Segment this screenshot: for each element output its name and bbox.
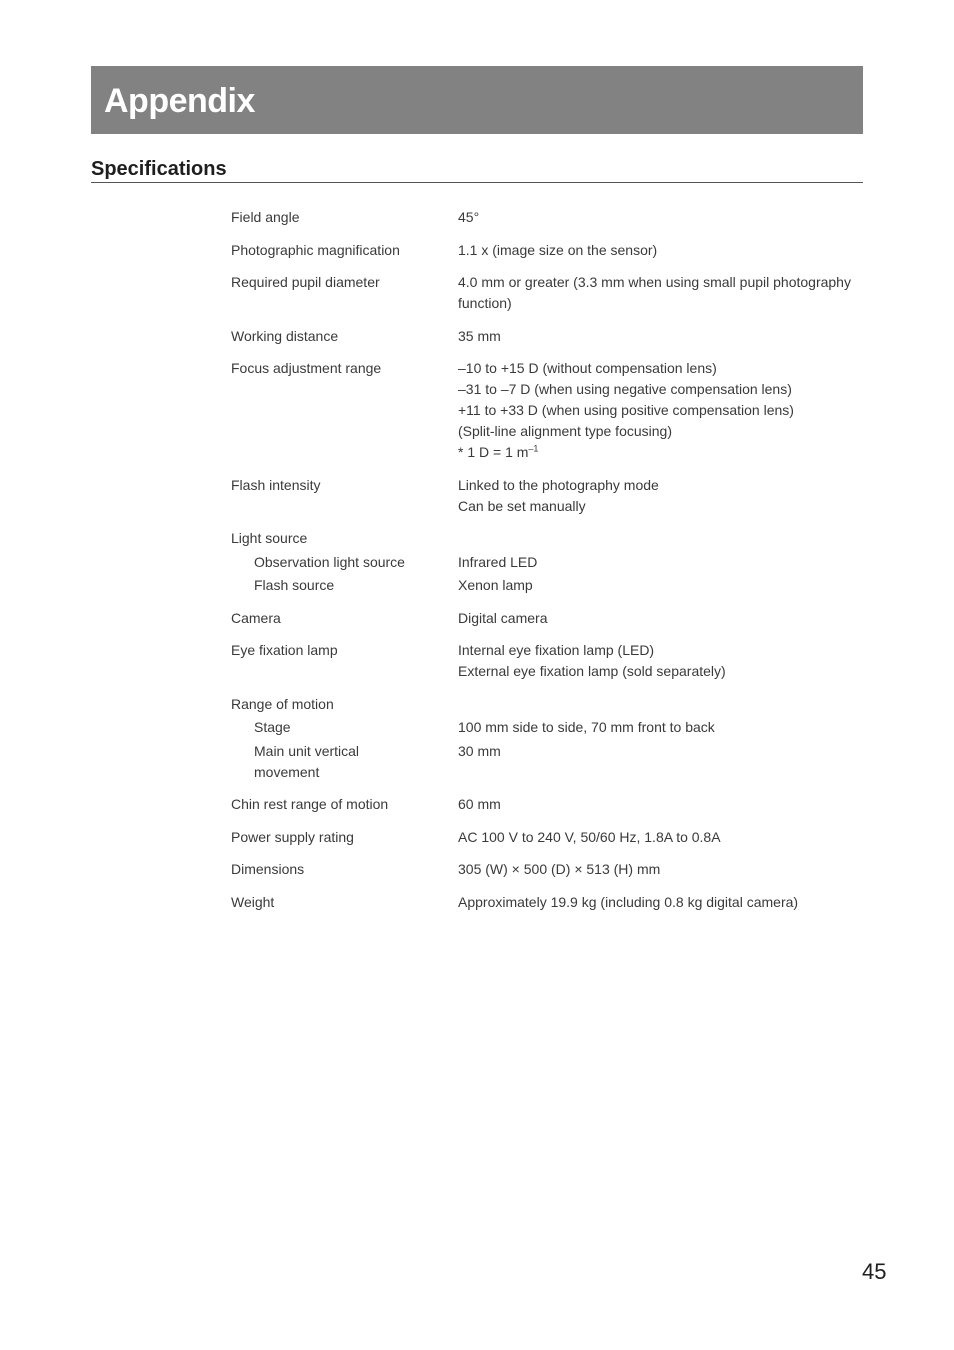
spec-value: 45° bbox=[458, 209, 480, 225]
spec-sublabel-line: movement bbox=[254, 763, 320, 780]
spec-row-flash-intensity bbox=[231, 475, 871, 517]
spec-sublabel: Observation light source bbox=[254, 553, 405, 570]
spec-row-pupil-diameter bbox=[231, 272, 871, 314]
page-number: 45 bbox=[862, 1259, 887, 1284]
spec-value bbox=[458, 475, 871, 517]
spec-row-magnification bbox=[231, 240, 871, 261]
appendix-header-bar bbox=[91, 66, 863, 134]
spec-value: AC 100 V to 240 V, 50/60 Hz, 1.8A to 0.8A bbox=[458, 828, 721, 845]
spec-label: Chin rest range of motion bbox=[231, 796, 389, 812]
spec-value: Infrared LED bbox=[458, 553, 538, 570]
spec-label: Light source bbox=[231, 530, 308, 546]
spec-value: 1.1 x (image size on the sensor) bbox=[458, 241, 658, 258]
spec-value: Digital camera bbox=[458, 609, 548, 626]
diopter-note: * 1 D = 1 m bbox=[458, 444, 529, 460]
specifications-table bbox=[231, 207, 871, 924]
spec-row-field-angle bbox=[231, 207, 871, 228]
spec-label: Flash intensity bbox=[231, 476, 321, 493]
spec-value-line: (Split-line alignment type focusing) bbox=[458, 423, 672, 439]
spec-row-weight bbox=[231, 892, 871, 913]
spec-subrow-stage bbox=[231, 717, 871, 738]
spec-sublabel-line: Main unit vertical bbox=[254, 742, 360, 759]
page-title: Appendix bbox=[104, 82, 255, 120]
spec-value bbox=[458, 272, 871, 314]
section-heading: Specifications bbox=[91, 158, 227, 180]
spec-subrow-vertical-movement bbox=[231, 741, 871, 783]
spec-value-line: function) bbox=[458, 295, 512, 311]
spec-sublabel: Stage bbox=[254, 719, 291, 735]
spec-value: 30 mm bbox=[458, 742, 501, 759]
spec-group-range-of-motion bbox=[231, 694, 871, 783]
spec-row-fixation-lamp bbox=[231, 640, 871, 682]
spec-label: Focus adjustment range bbox=[231, 360, 382, 376]
spec-value-line: 4.0 mm or greater (3.3 mm when using small pupil photography bbox=[458, 274, 851, 290]
spec-value-line: Internal eye fixation lamp (LED) bbox=[458, 642, 655, 658]
spec-value: Xenon lamp bbox=[458, 577, 533, 593]
spec-value: Approximately 19.9 kg (including 0.8 kg digital camera) bbox=[458, 893, 799, 910]
spec-subrow-observation-light bbox=[231, 552, 871, 573]
spec-label: Required pupil diameter bbox=[231, 274, 380, 290]
spec-row-power-supply bbox=[231, 827, 871, 848]
spec-value bbox=[458, 640, 871, 682]
spec-subrow-flash-source bbox=[231, 575, 871, 596]
spec-value-line bbox=[458, 442, 871, 463]
spec-row-camera bbox=[231, 608, 871, 629]
spec-value: 60 mm bbox=[458, 796, 501, 812]
spec-value-line: External eye fixation lamp (sold separately) bbox=[458, 663, 726, 679]
spec-row-focus-range bbox=[231, 358, 871, 463]
spec-value-line: Can be set manually bbox=[458, 497, 586, 514]
spec-value: 35 mm bbox=[458, 327, 501, 344]
spec-value: 305 (W) × 500 (D) × 513 (H) mm bbox=[458, 861, 661, 877]
spec-sublabel bbox=[231, 741, 458, 783]
exponent: –1 bbox=[528, 443, 539, 454]
spec-label: Dimensions bbox=[231, 861, 305, 877]
spec-row-working-distance bbox=[231, 326, 871, 347]
spec-value bbox=[458, 358, 871, 463]
spec-value-line: +11 to +33 D (when using positive compensation lens) bbox=[458, 402, 794, 418]
spec-value-line: Linked to the photography mode bbox=[458, 476, 659, 493]
section-divider bbox=[91, 182, 863, 183]
spec-group-light-source bbox=[231, 528, 871, 596]
spec-label: Eye fixation lamp bbox=[231, 642, 338, 658]
spec-label: Weight bbox=[231, 893, 275, 910]
spec-label: Camera bbox=[231, 609, 281, 626]
spec-label: Range of motion bbox=[231, 695, 334, 712]
spec-label: Field angle bbox=[231, 209, 300, 225]
spec-label: Working distance bbox=[231, 327, 339, 344]
spec-label: Power supply rating bbox=[231, 828, 354, 845]
spec-label: Photographic magnification bbox=[231, 241, 400, 258]
spec-sublabel: Flash source bbox=[254, 577, 335, 593]
spec-row-dimensions bbox=[231, 859, 871, 880]
spec-value-line: –10 to +15 D (without compensation lens) bbox=[458, 360, 717, 376]
spec-row-chin-rest bbox=[231, 794, 871, 815]
spec-value-line: –31 to –7 D (when using negative compensation lens) bbox=[458, 381, 792, 397]
spec-value: 100 mm side to side, 70 mm front to back bbox=[458, 719, 715, 735]
